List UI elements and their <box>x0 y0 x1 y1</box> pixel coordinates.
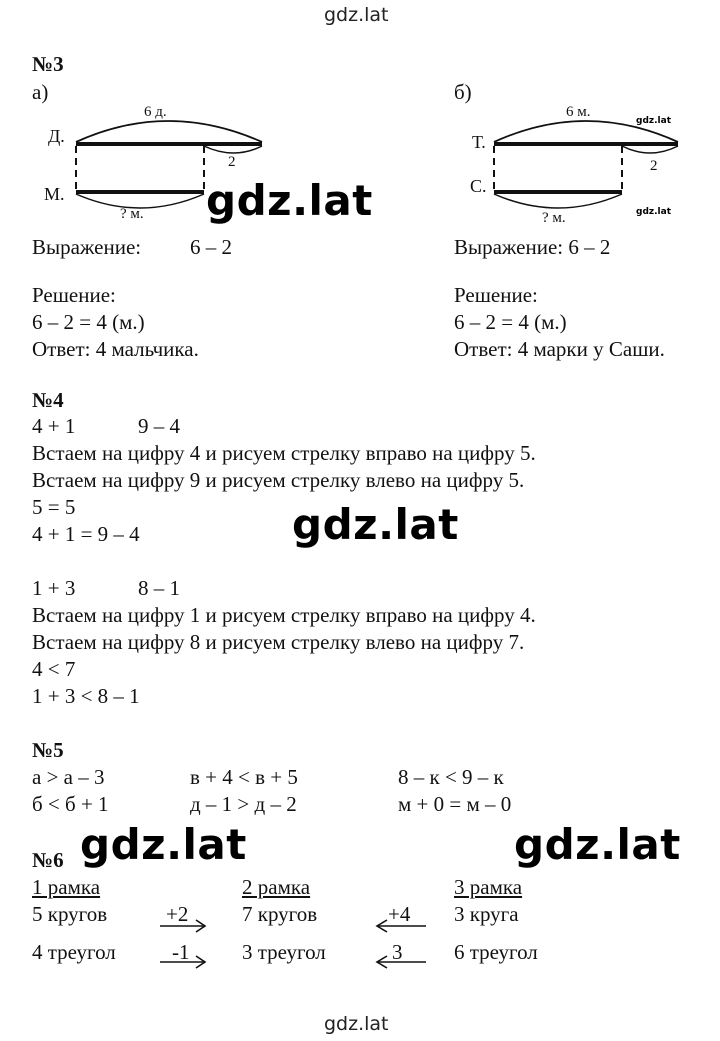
diagram-b-top-name: Т. <box>472 132 486 152</box>
task6-frame-1: 1 рамка <box>32 875 101 899</box>
watermark-big-2: gdz.lat <box>292 500 459 549</box>
task3-a-solution-label: Решение: <box>32 283 116 307</box>
task4-part2-line: 1 + 3 < 8 – 1 <box>32 684 140 708</box>
task6-arrow-triangles-2-label: 3 <box>392 940 403 964</box>
diagram-b-watermark-bottom: gdz.lat <box>636 207 672 217</box>
task3-a-solution: 6 – 2 = 4 (м.) <box>32 310 145 334</box>
task4-part1-right: 9 – 4 <box>138 414 180 438</box>
task6-arrow-circles-1-label: +2 <box>166 902 189 926</box>
diagram-a-top-name: Д. <box>48 126 65 146</box>
task3-b-solution: 6 – 2 = 4 (м.) <box>454 310 567 334</box>
task3-b-answer: Ответ: 4 марки у Саши. <box>454 337 665 361</box>
task6-arrow-triangles-1-label: -1 <box>172 940 190 964</box>
diagram-b-bottom-value: ? м. <box>542 210 566 226</box>
watermark-big-1: gdz.lat <box>206 176 373 225</box>
diagram-b-top-value: 6 м. <box>566 104 591 120</box>
task6-triangles-1: 4 треугол <box>32 940 116 964</box>
task3-a-expression: 6 – 2 <box>190 235 232 259</box>
task3-b-solution-label: Решение: <box>454 283 538 307</box>
task4-header: №4 <box>32 388 64 412</box>
task4-part1-line: Встаем на цифру 9 и рисуем стрелку влево на цифру 5. <box>32 468 525 492</box>
diagram-b-bottom-name: С. <box>470 176 487 196</box>
task4-part2-right: 8 – 1 <box>138 576 180 600</box>
diagram-a-bottom-value: ? м. <box>120 206 144 222</box>
task6-circles-3: 3 круга <box>454 902 519 926</box>
task4-part1-line: Встаем на цифру 4 и рисуем стрелку вправо на цифру 5. <box>32 441 536 465</box>
task6-arrow-circles-2-label: +4 <box>388 902 411 926</box>
task6-triangles-2: 3 треугол <box>242 940 326 964</box>
diagram-b-diff: 2 <box>650 158 658 174</box>
watermark-top: gdz.lat <box>324 4 389 26</box>
task3-a-answer: Ответ: 4 мальчика. <box>32 337 199 361</box>
task5-cell: 8 – к < 9 – к <box>398 765 504 789</box>
task5-cell: м + 0 = м – 0 <box>398 792 512 816</box>
task4-part1-line: 5 = 5 <box>32 495 76 519</box>
task3-b-expression: Выражение: 6 – 2 <box>454 235 611 259</box>
task5-header: №5 <box>32 738 64 762</box>
task6-header: №6 <box>32 848 64 872</box>
diagram-b-watermark-top: gdz.lat <box>636 116 672 126</box>
task4-part2-line: Встаем на цифру 8 и рисуем стрелку влево на цифру 7. <box>32 630 525 654</box>
task6-frame-2: 2 рамка <box>242 875 311 899</box>
watermark-bottom: gdz.lat <box>324 1013 389 1035</box>
watermark-big-3: gdz.lat <box>80 820 247 869</box>
task5-cell: д – 1 > д – 2 <box>190 792 297 816</box>
task5-cell: в + 4 < в + 5 <box>190 765 298 789</box>
task6-circles-1: 5 кругов <box>32 902 108 926</box>
task4-part1-line: 4 + 1 = 9 – 4 <box>32 522 140 546</box>
task4-part2-line: Встаем на цифру 1 и рисуем стрелку вправо на цифру 4. <box>32 603 536 627</box>
task5-cell: б < б + 1 <box>32 792 109 816</box>
task4-part2-line: 4 < 7 <box>32 657 76 681</box>
watermark-big-4: gdz.lat <box>514 820 681 869</box>
task3-header: №3 <box>32 52 64 76</box>
task3-b-label: б) <box>454 80 472 104</box>
task6-frame-3: 3 рамка <box>454 875 523 899</box>
task3-a-label: а) <box>32 80 49 104</box>
task6-triangles-3: 6 треугол <box>454 940 538 964</box>
task6-circles-2: 7 кругов <box>242 902 318 926</box>
diagram-a-bottom-name: М. <box>44 184 65 204</box>
diagram-a-diff: 2 <box>228 154 236 170</box>
diagram-a-top-value: 6 д. <box>144 104 167 120</box>
task5-cell: а > а – 3 <box>32 765 105 789</box>
task3-a-expression-label: Выражение: <box>32 235 142 259</box>
task4-part2-left: 1 + 3 <box>32 576 76 600</box>
task4-part1-left: 4 + 1 <box>32 414 76 438</box>
